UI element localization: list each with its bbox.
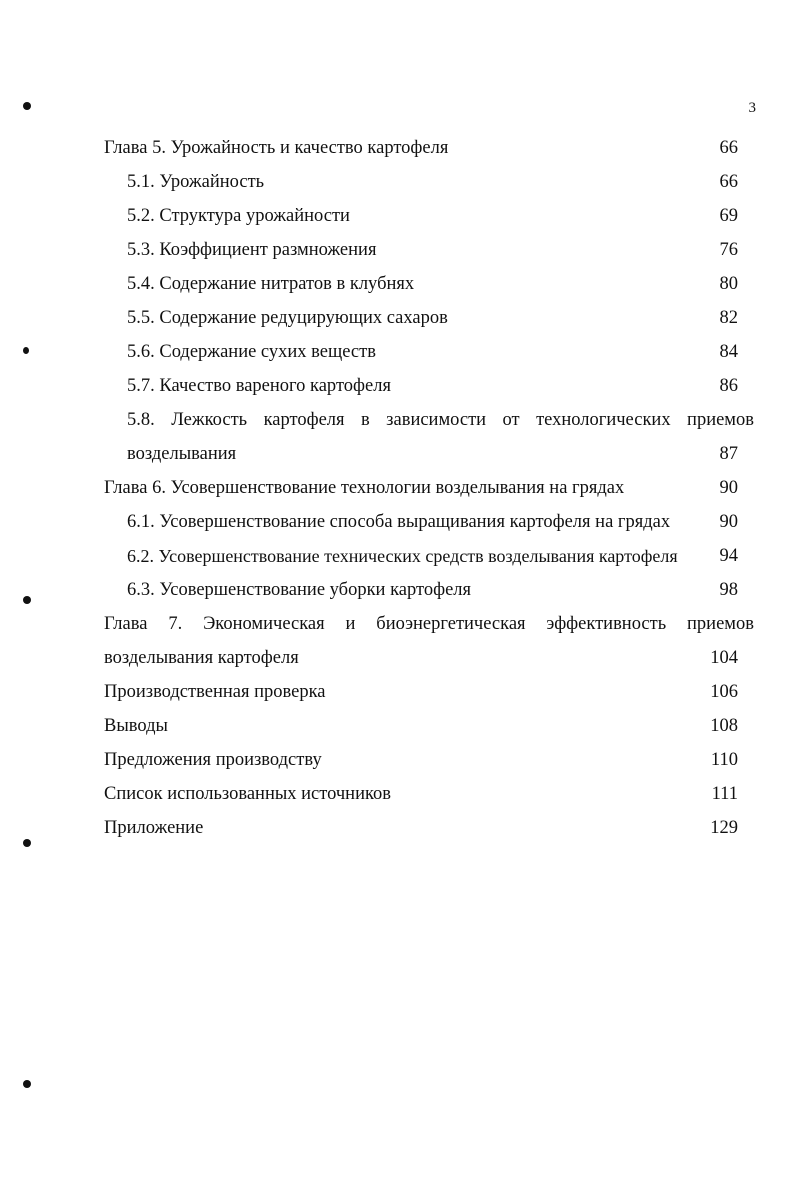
- toc-entry-5-2[interactable]: [104, 199, 754, 233]
- toc-entry-page: 104: [710, 648, 738, 668]
- toc-entry-6-3[interactable]: [104, 573, 754, 607]
- toc-entry-proposals[interactable]: [104, 743, 754, 777]
- toc-entry-page: 110: [710, 750, 738, 770]
- toc-entry-5-8-continued[interactable]: [104, 437, 754, 471]
- toc-entry-title-line-1: Глава 7. Экономическая и биоэнергетическая эффективность приемов: [104, 614, 754, 634]
- scan-mark-1: [23, 102, 31, 110]
- toc-entry-title: Глава 5. Урожайность и качество картофеля: [104, 138, 449, 158]
- toc-entry-5-6[interactable]: [104, 335, 754, 369]
- toc-entry-page: 108: [710, 716, 738, 736]
- scan-mark-3: [23, 596, 31, 604]
- toc-entry-page: 86: [719, 376, 738, 396]
- toc-entry-chapter-6[interactable]: [104, 471, 754, 505]
- toc-entry-title: Приложение: [104, 818, 204, 838]
- toc-entry-title: 5.4. Содержание нитратов в клубнях: [127, 274, 415, 294]
- toc-entry-page: 129: [710, 818, 738, 838]
- toc-entry-page: 82: [719, 308, 738, 328]
- toc-entry-chapter-5[interactable]: [104, 131, 754, 165]
- toc-entry-page: 87: [719, 444, 738, 464]
- toc-entry-page: 84: [719, 342, 738, 362]
- toc-entry-page: 66: [719, 138, 738, 158]
- toc-entry-references[interactable]: [104, 777, 754, 811]
- toc-entry-5-3[interactable]: [104, 233, 754, 267]
- toc-entry-6-1[interactable]: [104, 505, 754, 539]
- toc-entry-page: 111: [711, 784, 738, 804]
- toc-entry-page: 94: [719, 546, 738, 566]
- toc-entry-title-line-2: возделывания: [127, 444, 237, 464]
- toc-entry-title: 6.1. Усовершенствование способа выращивания картофеля на грядах: [127, 512, 671, 532]
- toc-entry-5-4[interactable]: [104, 267, 754, 301]
- scan-mark-5: [23, 1080, 31, 1088]
- toc-entry-verification[interactable]: [104, 675, 754, 709]
- toc-entry-title-line-1: 5.8. Лежкость картофеля в зависимости от технологических приемов: [127, 410, 754, 430]
- toc-entry-title: Выводы: [104, 716, 168, 736]
- toc-entry-page: 98: [719, 580, 738, 600]
- toc-entry-page: 106: [710, 682, 738, 702]
- toc-entry-title: 5.2. Структура урожайности: [127, 206, 350, 226]
- toc-entry-6-2[interactable]: [104, 539, 754, 573]
- toc-entry-title: Предложения производству: [104, 750, 322, 770]
- toc-entry-title: 5.6. Содержание сухих веществ: [127, 342, 376, 362]
- toc-entry-page: 90: [719, 478, 738, 498]
- toc-entry-chapter-7-continued[interactable]: [104, 641, 754, 675]
- toc-entry-conclusions[interactable]: [104, 709, 754, 743]
- page-number: 3: [748, 100, 756, 116]
- toc-entry-5-5[interactable]: [104, 301, 754, 335]
- toc-entry-5-1[interactable]: [104, 165, 754, 199]
- toc-entry-title: Глава 6. Усовершенствование технологии возделывания на грядах: [104, 478, 625, 498]
- toc-entry-title: 5.1. Урожайность: [127, 172, 265, 192]
- toc-entry-title: 5.7. Качество вареного картофеля: [127, 376, 391, 396]
- toc-entry-5-7[interactable]: [104, 369, 754, 403]
- toc-entry-title: 5.5. Содержание редуцирующих сахаров: [127, 308, 448, 328]
- toc-entry-title: Список использованных источников: [104, 784, 392, 804]
- toc-entry-page: 76: [719, 240, 738, 260]
- toc-entry-page: 90: [719, 512, 738, 532]
- toc-entry-title-line-2: возделывания картофеля: [104, 648, 299, 668]
- toc-entry-5-8[interactable]: [104, 403, 754, 437]
- toc-entry-page: 80: [719, 274, 738, 294]
- toc-entry-title: 6.2. Усовершенствование технических средств возделывания картофеля: [127, 546, 678, 566]
- toc-entry-chapter-7[interactable]: [104, 607, 754, 641]
- scan-mark-2: [23, 347, 29, 354]
- scan-mark-4: [23, 839, 31, 847]
- table-of-contents: [104, 131, 754, 845]
- toc-entry-title: 5.3. Коэффициент размножения: [127, 240, 377, 260]
- toc-entry-title: Производственная проверка: [104, 682, 326, 702]
- toc-entry-page: 66: [719, 172, 738, 192]
- toc-entry-title: 6.3. Усовершенствование уборки картофеля: [127, 580, 472, 600]
- toc-entry-appendix[interactable]: [104, 811, 754, 845]
- toc-entry-page: 69: [719, 206, 738, 226]
